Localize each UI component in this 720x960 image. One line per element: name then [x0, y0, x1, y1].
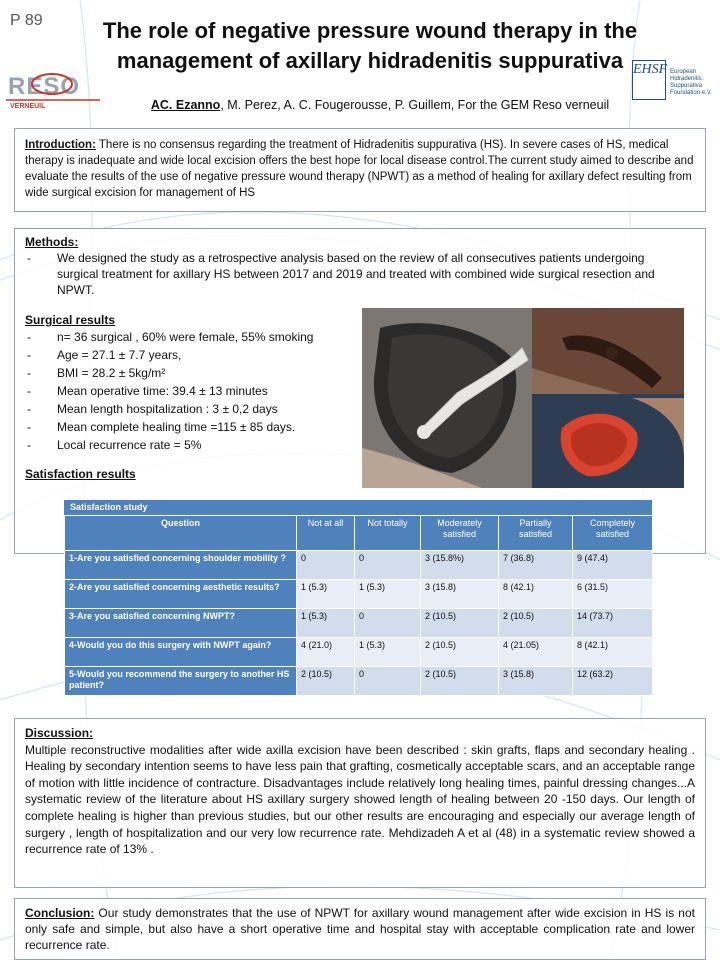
table-cell: 2 (10.5) — [421, 667, 499, 696]
title-line-2: management of axillary hidradenitis suppurativa — [116, 48, 624, 73]
surgical-result-item: - Mean operative time: 39.4 ± 13 minutes — [27, 384, 268, 398]
column-header: Moderately satisfied — [421, 516, 499, 551]
table-row — [65, 609, 653, 638]
table-cell: 5-Would you recommend the surgery to another HS patient? — [65, 667, 297, 696]
table-cell: 9 (47.4) — [573, 551, 653, 580]
table-cell: 0 — [297, 551, 355, 580]
satisfaction-table — [64, 500, 652, 696]
table-header-row — [65, 516, 653, 551]
surgical-result-item: - Mean length hospitalization : 3 ± 0,2 days — [27, 402, 278, 416]
excision-wound-photo — [532, 394, 684, 488]
conclusion-text: Our study demonstrates that the use of NPWT for axillary wound management after wide excision in HS is not only safe and simple, but also have a short operative time and hospital stay with acceptable complication rate and lower recurrence rate. — [25, 906, 695, 952]
surgical-result-item: - BMI = 28.2 ± 5kg/m² — [27, 366, 166, 380]
table-cell: 1 (5.3) — [355, 638, 421, 667]
surgical-result-item: - Local recurrence rate = 5% — [27, 438, 202, 452]
table-cell: 1 (5.3) — [297, 580, 355, 609]
table-cell: 0 — [355, 609, 421, 638]
table-cell: 1-Are you satisfied concerning shoulder mobility ? — [65, 551, 297, 580]
surgical-result-item: - n= 36 surgical , 60% were female, 55% smoking — [27, 330, 314, 344]
table-cell: 8 (42.1) — [499, 580, 573, 609]
satisfaction-table-caption: Satisfaction study — [64, 500, 652, 515]
table-cell: 8 (42.1) — [573, 638, 653, 667]
table-cell: 12 (63.2) — [573, 667, 653, 696]
surgical-result-item: - Age = 27.1 ± 7.7 years, — [27, 348, 182, 362]
table-row — [65, 580, 653, 609]
discussion-section — [14, 718, 706, 888]
discussion-text: Multiple reconstructive modalities after wide axilla excision have been described : skin grafts, flaps and secondary healing . Healing by secondary intention seems to have less pain that grafting, cosmetically acceptable scars, and an acceptable range of motion with little incidence of contracture. Disadvantages include relatively long healing times, painful dressing changes...A systematic review of the literature about HS axillary surgery showed length of healing between 20 -150 days. Our length of complete healing is higher than previous studies, but our other results are encouraging and especially our average length of surgery , length of hospitalization and our very low recurrence rate. Mehdizadeh A et al (48) in a systematic review showed a recurrence rate of 13% . — [25, 742, 695, 857]
lead-author: AC. Ezanno — [150, 98, 221, 112]
table-row — [65, 638, 653, 667]
table-cell: 1 (5.3) — [355, 580, 421, 609]
introduction-text: There is no consensus regarding the treatment of Hidradenitis suppurativa (HS). In severe cases of HS, medical therapy is inadequate and wide local excision offers the best hope for local disease control.The current study aimed to describe and evaluate the results of the use of negative pressure wound therapy (NPWT) as a method of healing for axillary defect resulting from wide surgical excision for management of HS — [25, 139, 694, 199]
table-row — [65, 667, 653, 696]
conclusion-section — [14, 898, 706, 960]
reso-logo — [4, 70, 102, 110]
methods-heading: Methods: — [25, 235, 79, 249]
table-cell: 1 (5.3) — [297, 609, 355, 638]
introduction-heading: Introduction: — [25, 139, 96, 151]
surgical-results-heading: Surgical results — [25, 313, 116, 327]
table-row — [65, 551, 653, 580]
authors-line — [100, 98, 660, 112]
table-cell: 3 (15.8%) — [421, 551, 499, 580]
table-cell: 2 (10.5) — [421, 609, 499, 638]
table-cell: 3-Are you satisfied concerning NWPT? — [65, 609, 297, 638]
surgical-result-item: - Mean complete healing time =115 ± 85 days. — [27, 420, 296, 434]
table-cell: 4 (21.0) — [297, 638, 355, 667]
table-cell: 0 — [355, 551, 421, 580]
co-authors: , M. Perez, A. C. Fougerousse, P. Guillem, For the GEM Reso verneuil — [220, 98, 610, 112]
introduction-section — [14, 128, 706, 212]
satisfaction-results-heading: Satisfaction results — [25, 467, 136, 481]
table-cell: 2 (10.5) — [499, 609, 573, 638]
table-cell: 2 (10.5) — [297, 667, 355, 696]
table-cell: 14 (73.7) — [573, 609, 653, 638]
title-line-1: The role of negative pressure wound therapy in the — [102, 18, 638, 43]
ehsf-monogram: EHSF — [632, 60, 666, 100]
column-header: Not at all — [297, 516, 355, 551]
table-cell: 2 (10.5) — [421, 638, 499, 667]
surgical-photos — [362, 308, 684, 488]
ehsf-logo-text: European Hidradenitis Suppurativa Foundation e.V. — [670, 69, 712, 96]
reso-logo-wordmark: RESO — [8, 73, 81, 100]
column-header: Completely satisfied — [573, 516, 653, 551]
wound-dressing-photo — [362, 308, 532, 488]
reso-logo-subtitle: VERNEUIL — [10, 103, 46, 110]
column-header: Partially satisfied — [499, 516, 573, 551]
poster-number: P 89 — [10, 12, 43, 29]
table-cell: 7 (36.8) — [499, 551, 573, 580]
table-cell: 3 (15.8) — [499, 667, 573, 696]
methods-description: - We designed the study as a retrospective analysis based on the review of all consecutives patients undergoing surgical treatment for axillary HS between 2017 and 2019 and treated with combined wide surgical resection and NPWT. — [27, 251, 655, 297]
table-cell: 0 — [355, 667, 421, 696]
table-cell: 4-Would you do this surgery with NWPT again? — [65, 638, 297, 667]
table-cell: 4 (21.05) — [499, 638, 573, 667]
conclusion-heading: Conclusion: — [25, 906, 95, 920]
table-cell: 3 (15.8) — [421, 580, 499, 609]
table-cell: 2-Are you satisfied concerning aesthetic results? — [65, 580, 297, 609]
column-header: Not totally — [355, 516, 421, 551]
discussion-heading: Discussion: — [25, 726, 94, 740]
poster-title — [70, 16, 670, 76]
table-cell: 6 (31.5) — [573, 580, 653, 609]
column-header: Question — [65, 516, 297, 551]
axilla-lesion-photo — [532, 308, 684, 394]
